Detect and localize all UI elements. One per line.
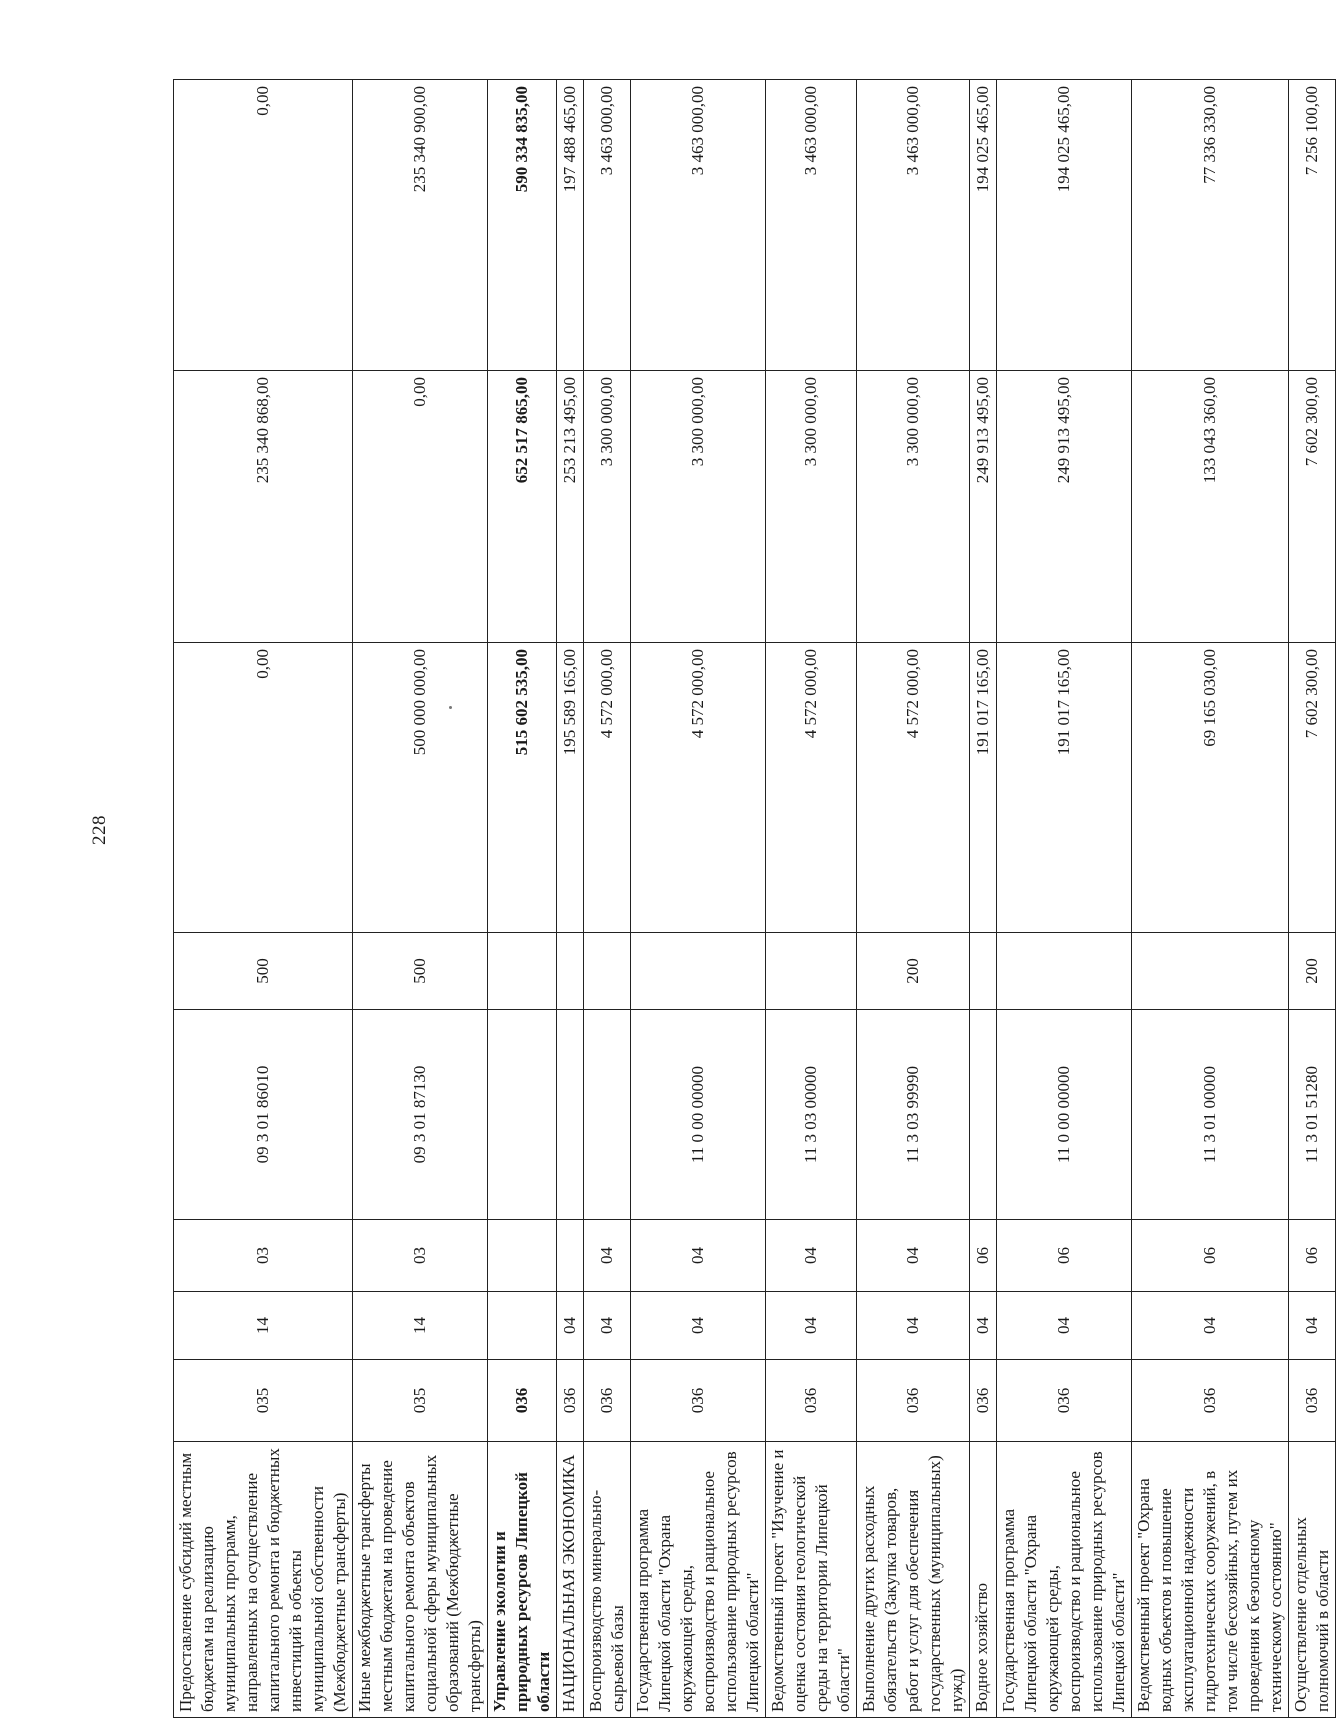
amount-cell-3: 194 025 465,00 <box>997 80 1132 371</box>
amount-cell-1: 191 017 165,00 <box>997 643 1132 933</box>
amount-cell-2: 3 300 000,00 <box>631 371 766 643</box>
target-article-cell <box>584 1010 631 1220</box>
amount-cell-2: 235 340 868,00 <box>174 371 353 643</box>
amount-cell-2: 253 213 495,00 <box>557 371 584 643</box>
subsection-code-cell: 04 <box>584 1220 631 1292</box>
table-body <box>174 80 1336 1718</box>
amount-cell-1: 69 165 030,00 <box>1132 643 1289 933</box>
expense-type-cell <box>557 933 584 1010</box>
amount-cell-2: 0,00 <box>353 371 488 643</box>
amount-cell-1: 4 572 000,00 <box>631 643 766 933</box>
subsection-code-cell: 06 <box>1132 1220 1289 1292</box>
subsection-code-cell: 06 <box>970 1220 997 1292</box>
table-row <box>631 80 766 1718</box>
amount-cell-1: 4 572 000,00 <box>857 643 970 933</box>
row-name-cell: Выполнение других расходных обязательств (Закупка товаров, работ и услуг для обеспечения государственных (муниципальных) нужд) <box>857 1442 970 1718</box>
section-code-cell: 04 <box>857 1292 970 1360</box>
subsection-code-cell: 04 <box>766 1220 857 1292</box>
section-code-cell: 04 <box>631 1292 766 1360</box>
table-row <box>353 80 488 1718</box>
expense-type-cell <box>997 933 1132 1010</box>
amount-cell-3: 7 256 100,00 <box>1289 80 1336 371</box>
subsection-code-cell: 03 <box>353 1220 488 1292</box>
row-name-cell: Воспроизводство минерально-сырьевой базы <box>584 1442 631 1718</box>
budget-table-container <box>173 80 1336 1718</box>
amount-cell-1: 515 602 535,00 <box>488 643 557 933</box>
ved-code-cell: 036 <box>1132 1360 1289 1442</box>
target-article-cell: 11 0 00 00000 <box>631 1010 766 1220</box>
table-row <box>1132 80 1289 1718</box>
amount-cell-3: 235 340 900,00 <box>353 80 488 371</box>
ved-code-cell: 036 <box>766 1360 857 1442</box>
section-code-cell: 14 <box>353 1292 488 1360</box>
amount-cell-3: 0,00 <box>174 80 353 371</box>
table-row <box>557 80 584 1718</box>
ved-code-cell: 036 <box>970 1360 997 1442</box>
section-code-cell: 14 <box>174 1292 353 1360</box>
expense-type-cell: 500 <box>174 933 353 1010</box>
section-code-cell: 04 <box>1132 1292 1289 1360</box>
amount-cell-1: 500 000 000,00 <box>353 643 488 933</box>
ved-code-cell: 036 <box>631 1360 766 1442</box>
subsection-code-cell: 06 <box>997 1220 1132 1292</box>
target-article-cell: 11 3 01 00000 <box>1132 1010 1289 1220</box>
amount-cell-2: 3 300 000,00 <box>857 371 970 643</box>
section-code-cell <box>488 1292 557 1360</box>
target-article-cell <box>488 1010 557 1220</box>
target-article-cell: 11 3 03 99990 <box>857 1010 970 1220</box>
target-article-cell: 11 3 01 51280 <box>1289 1010 1336 1220</box>
table-row <box>174 80 353 1718</box>
section-code-cell: 04 <box>970 1292 997 1360</box>
amount-cell-2: 3 300 000,00 <box>766 371 857 643</box>
expense-type-cell: 200 <box>1289 933 1336 1010</box>
ved-code-cell: 036 <box>1289 1360 1336 1442</box>
ved-code-cell: 036 <box>997 1360 1132 1442</box>
target-article-cell <box>557 1010 584 1220</box>
ved-code-cell: 036 <box>488 1360 557 1442</box>
amount-cell-1: 191 017 165,00 <box>970 643 997 933</box>
expense-type-cell <box>584 933 631 1010</box>
ved-code-cell: 035 <box>353 1360 488 1442</box>
amount-cell-3: 197 488 465,00 <box>557 80 584 371</box>
amount-cell-2: 249 913 495,00 <box>997 371 1132 643</box>
section-code-cell: 04 <box>766 1292 857 1360</box>
section-code-cell: 04 <box>1289 1292 1336 1360</box>
section-code-cell: 04 <box>557 1292 584 1360</box>
target-article-cell: 09 3 01 87130 <box>353 1010 488 1220</box>
section-code-cell: 04 <box>584 1292 631 1360</box>
ved-code-cell: 036 <box>857 1360 970 1442</box>
expense-type-cell <box>970 933 997 1010</box>
expense-type-cell <box>631 933 766 1010</box>
table-row <box>970 80 997 1718</box>
amount-cell-3: 3 463 000,00 <box>857 80 970 371</box>
amount-cell-2: 3 300 000,00 <box>584 371 631 643</box>
subsection-code-cell <box>488 1220 557 1292</box>
expense-type-cell: 500 <box>353 933 488 1010</box>
budget-table <box>173 79 1336 1718</box>
ved-code-cell: 036 <box>557 1360 584 1442</box>
amount-cell-1: 0,00 <box>174 643 353 933</box>
amount-cell-3: 3 463 000,00 <box>766 80 857 371</box>
amount-cell-3: 194 025 465,00 <box>970 80 997 371</box>
table-row <box>997 80 1132 1718</box>
table-row <box>1289 80 1336 1718</box>
amount-cell-3: 3 463 000,00 <box>631 80 766 371</box>
target-article-cell: 09 3 01 86010 <box>174 1010 353 1220</box>
row-name-cell: Ведомственный проект "Изучение и оценка состояния геологической среды на территории Липецкой области" <box>766 1442 857 1718</box>
table-row <box>766 80 857 1718</box>
amount-cell-1: 4 572 000,00 <box>766 643 857 933</box>
table-row <box>488 80 557 1718</box>
page-number: 228 <box>89 815 110 845</box>
row-name-cell: Иные межбюджетные трансферты местным бюджетам на проведение капитального ремонта объектов социальной сферы муниципальных образований (Межбюджетные трансферты) <box>353 1442 488 1718</box>
amount-cell-2: 652 517 865,00 <box>488 371 557 643</box>
row-name-cell: Управление экологии и природных ресурсов Липецкой области <box>488 1442 557 1718</box>
target-article-cell: 11 0 00 00000 <box>997 1010 1132 1220</box>
row-name-cell: Предоставление субсидий местным бюджетам на реализацию муниципальных программ, направленных на осуществление капитального ремонта и бюджетных инвестиций в объекты муниципальной собственности (Межбюджетные трансферты) <box>174 1442 353 1718</box>
amount-cell-1: 4 572 000,00 <box>584 643 631 933</box>
target-article-cell <box>970 1010 997 1220</box>
subsection-code-cell: 04 <box>857 1220 970 1292</box>
row-name-cell: Ведомственный проект "Охрана водных объектов и повышение эксплуатационной надежности гидротехнических сооружений, в том числе бесхозяйных, путем их проведения к безопасному техническому состоянию" <box>1132 1442 1289 1718</box>
amount-cell-1: 7 602 300,00 <box>1289 643 1336 933</box>
section-code-cell: 04 <box>997 1292 1132 1360</box>
amount-cell-2: 249 913 495,00 <box>970 371 997 643</box>
table-row <box>584 80 631 1718</box>
amount-cell-3: 3 463 000,00 <box>584 80 631 371</box>
subsection-code-cell <box>557 1220 584 1292</box>
row-name-cell: НАЦИОНАЛЬНАЯ ЭКОНОМИКА <box>557 1442 584 1718</box>
row-name-cell: Водное хозяйство <box>970 1442 997 1718</box>
expense-type-cell <box>488 933 557 1010</box>
amount-cell-3: 77 336 330,00 <box>1132 80 1289 371</box>
subsection-code-cell: 03 <box>174 1220 353 1292</box>
ved-code-cell: 035 <box>174 1360 353 1442</box>
amount-cell-3: 590 334 835,00 <box>488 80 557 371</box>
amount-cell-2: 133 043 360,00 <box>1132 371 1289 643</box>
amount-cell-2: 7 602 300,00 <box>1289 371 1336 643</box>
expense-type-cell <box>766 933 857 1010</box>
amount-cell-1: 195 589 165,00 <box>557 643 584 933</box>
ved-code-cell: 036 <box>584 1360 631 1442</box>
expense-type-cell <box>1132 933 1289 1010</box>
row-name-cell: Осуществление отдельных полномочий в области <box>1289 1442 1336 1718</box>
row-name-cell: Государственная программа Липецкой области "Охрана окружающей среды, воспроизводство и рациональное использование природных ресурсов Липецкой области" <box>997 1442 1132 1718</box>
subsection-code-cell: 04 <box>631 1220 766 1292</box>
row-name-cell: Государственная программа Липецкой области "Охрана окружающей среды, воспроизводство и рациональное использование природных ресурсов Липецкой области" <box>631 1442 766 1718</box>
target-article-cell: 11 3 03 00000 <box>766 1010 857 1220</box>
table-row <box>857 80 970 1718</box>
subsection-code-cell: 06 <box>1289 1220 1336 1292</box>
expense-type-cell: 200 <box>857 933 970 1010</box>
